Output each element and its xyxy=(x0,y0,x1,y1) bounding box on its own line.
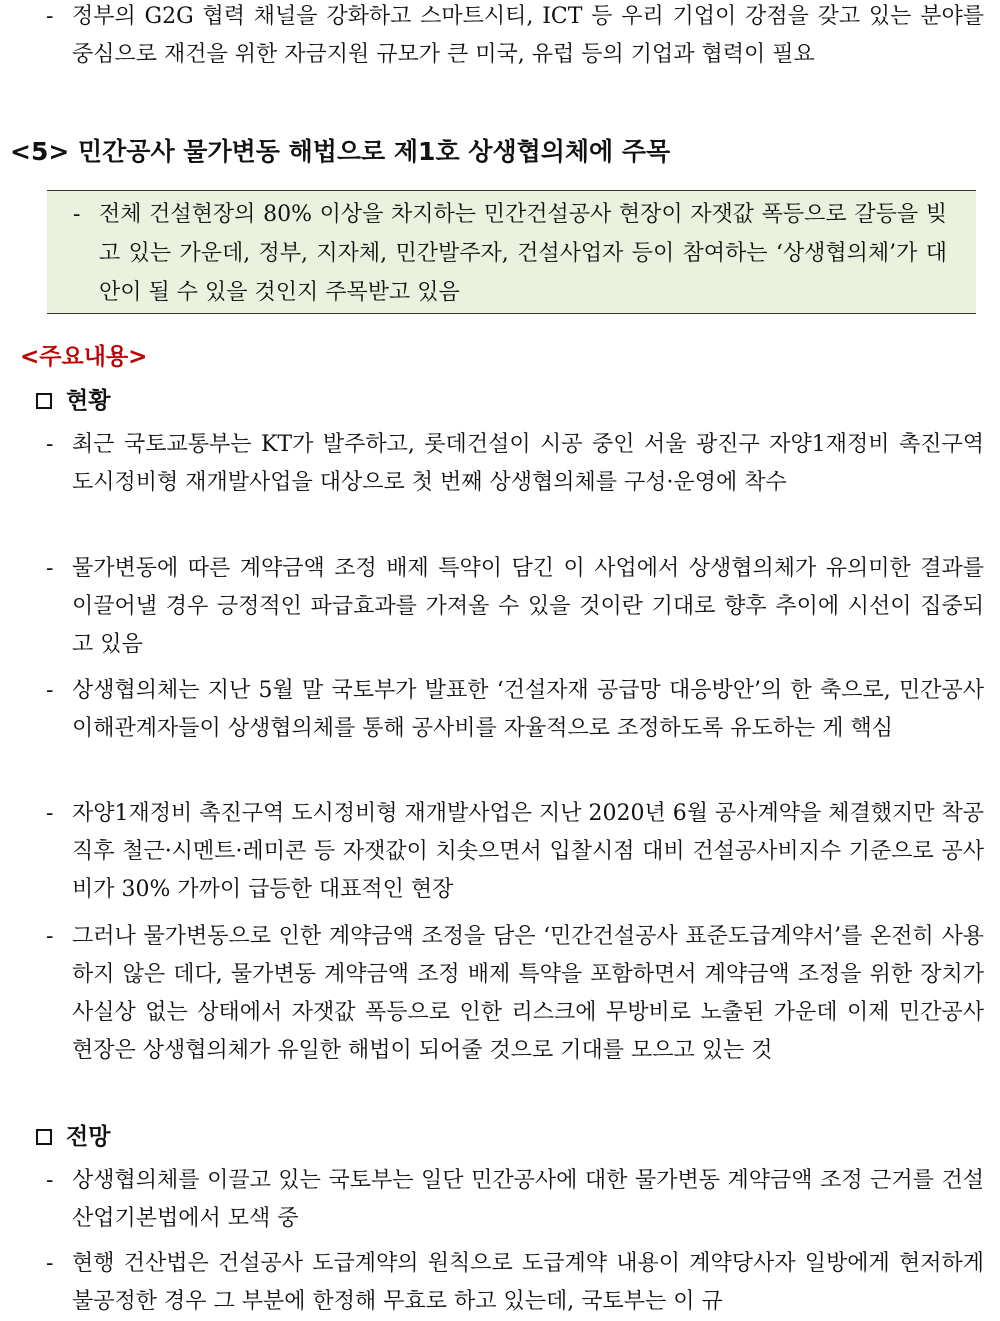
section-heading: <5> 민간공사 물가변동 해법으로 제1호 상생협의체에 주목 xyxy=(10,137,671,166)
bullet-dash: - xyxy=(73,202,81,227)
bullet-dash: - xyxy=(46,801,54,826)
status-title: 현황 xyxy=(66,388,111,414)
checkbox-square-icon xyxy=(36,1129,52,1145)
bullet-dash: - xyxy=(46,1168,54,1193)
summary-text: 전체 건설현장의 80% 이상을 차지하는 민간건설공사 현장이 자잿값 폭등으로 갈등을 빚고 있는 가운데, 정부, 지자체, 민간발주자, 건설사업자 등이 참여하는 ‘상생협의체’가 대안이 될 수 있을 것인지 주목받고 있음 xyxy=(99,202,947,305)
outlook-bullet-2 xyxy=(46,1245,984,1321)
outlook-bullet-text: 상생협의체를 이끌고 있는 국토부는 일단 민간공사에 대한 물가변동 계약금액 조정 근거를 건설산업기본법에서 모색 중 xyxy=(72,1168,984,1231)
summary-box xyxy=(47,190,976,314)
top-bullet-text: 정부의 G2G 협력 채널을 강화하고 스마트시티, ICT 등 우리 기업이 강점을 갖고 있는 분야를 중심으로 재건을 위한 자금지원 규모가 큰 미국, 유럽 등의 기업과 협력이 필요 xyxy=(72,4,984,67)
status-bullet-text: 물가변동에 따른 계약금액 조정 배제 특약이 담긴 이 사업에서 상생협의체가 유의미한 결과를 이끌어낼 경우 긍정적인 파급효과를 가져올 수 있을 것이란 기대로 향후 추이에 시선이 집중되고 있음 xyxy=(72,556,984,657)
bullet-dash: - xyxy=(46,556,54,581)
status-bullet-1 xyxy=(46,426,984,502)
top-bullet xyxy=(46,0,984,74)
bullet-dash: - xyxy=(46,4,54,29)
status-bullet-4 xyxy=(46,795,984,909)
outlook-bullet-1 xyxy=(46,1162,984,1238)
bullet-dash: - xyxy=(46,678,54,703)
bullet-dash: - xyxy=(46,432,54,457)
status-bullet-text: 상생협의체는 지난 5월 말 국토부가 발표한 ‘건설자재 공급망 대응방안’의 한 축으로, 민간공사 이해관계자들이 상생협의체를 통해 공사비를 자율적으로 조정하도록 유도하는 게 핵심 xyxy=(72,678,984,741)
outlook-subheading xyxy=(36,1120,110,1154)
status-bullet-3 xyxy=(46,672,984,748)
main-content-label: <주요내용> xyxy=(20,344,148,370)
bullet-dash: - xyxy=(46,924,54,949)
status-bullet-2 xyxy=(46,550,984,664)
status-bullet-text: 최근 국토교통부는 KT가 발주하고, 롯데건설이 시공 중인 서울 광진구 자양1재정비 촉진구역 도시정비형 재개발사업을 대상으로 첫 번째 상생협의체를 구성·운영에 착수 xyxy=(72,432,984,495)
summary-bullet xyxy=(73,195,947,312)
status-bullet-5 xyxy=(46,918,984,1070)
checkbox-square-icon xyxy=(36,393,52,409)
status-subheading xyxy=(36,384,110,418)
status-bullet-text: 자양1재정비 촉진구역 도시정비형 재개발사업은 지난 2020년 6월 공사계약을 체결했지만 착공 직후 철근·시멘트·레미콘 등 자잿값이 치솟으면서 입찰시점 대비 건설공사비지수 기준으로 공사비가 30% 가까이 급등한 대표적인 현장 xyxy=(72,801,984,902)
bullet-dash: - xyxy=(46,1251,54,1276)
status-bullet-text: 그러나 물가변동으로 인한 계약금액 조정을 담은 ‘민간건설공사 표준도급계약서’를 온전히 사용하지 않은 데다, 물가변동 계약금액 조정 배제 특약을 포함하면서 계약금액 조정을 위한 장치가 사실상 없는 상태에서 자잿값 폭등으로 인한 리스크에 무방비로 노출된 가운데 이제 민간공사 현장은 상생협의체가 유일한 해법이 되어줄 것으로 기대를 모으고 있는 것 xyxy=(72,924,984,1063)
outlook-bullet-text: 현행 건산법은 건설공사 도급계약의 원칙으로 도급계약 내용이 계약당사자 일방에게 현저하게 불공정한 경우 그 부분에 한정해 무효로 하고 있는데, 국토부는 이 규 xyxy=(72,1251,984,1314)
outlook-title: 전망 xyxy=(66,1124,111,1150)
